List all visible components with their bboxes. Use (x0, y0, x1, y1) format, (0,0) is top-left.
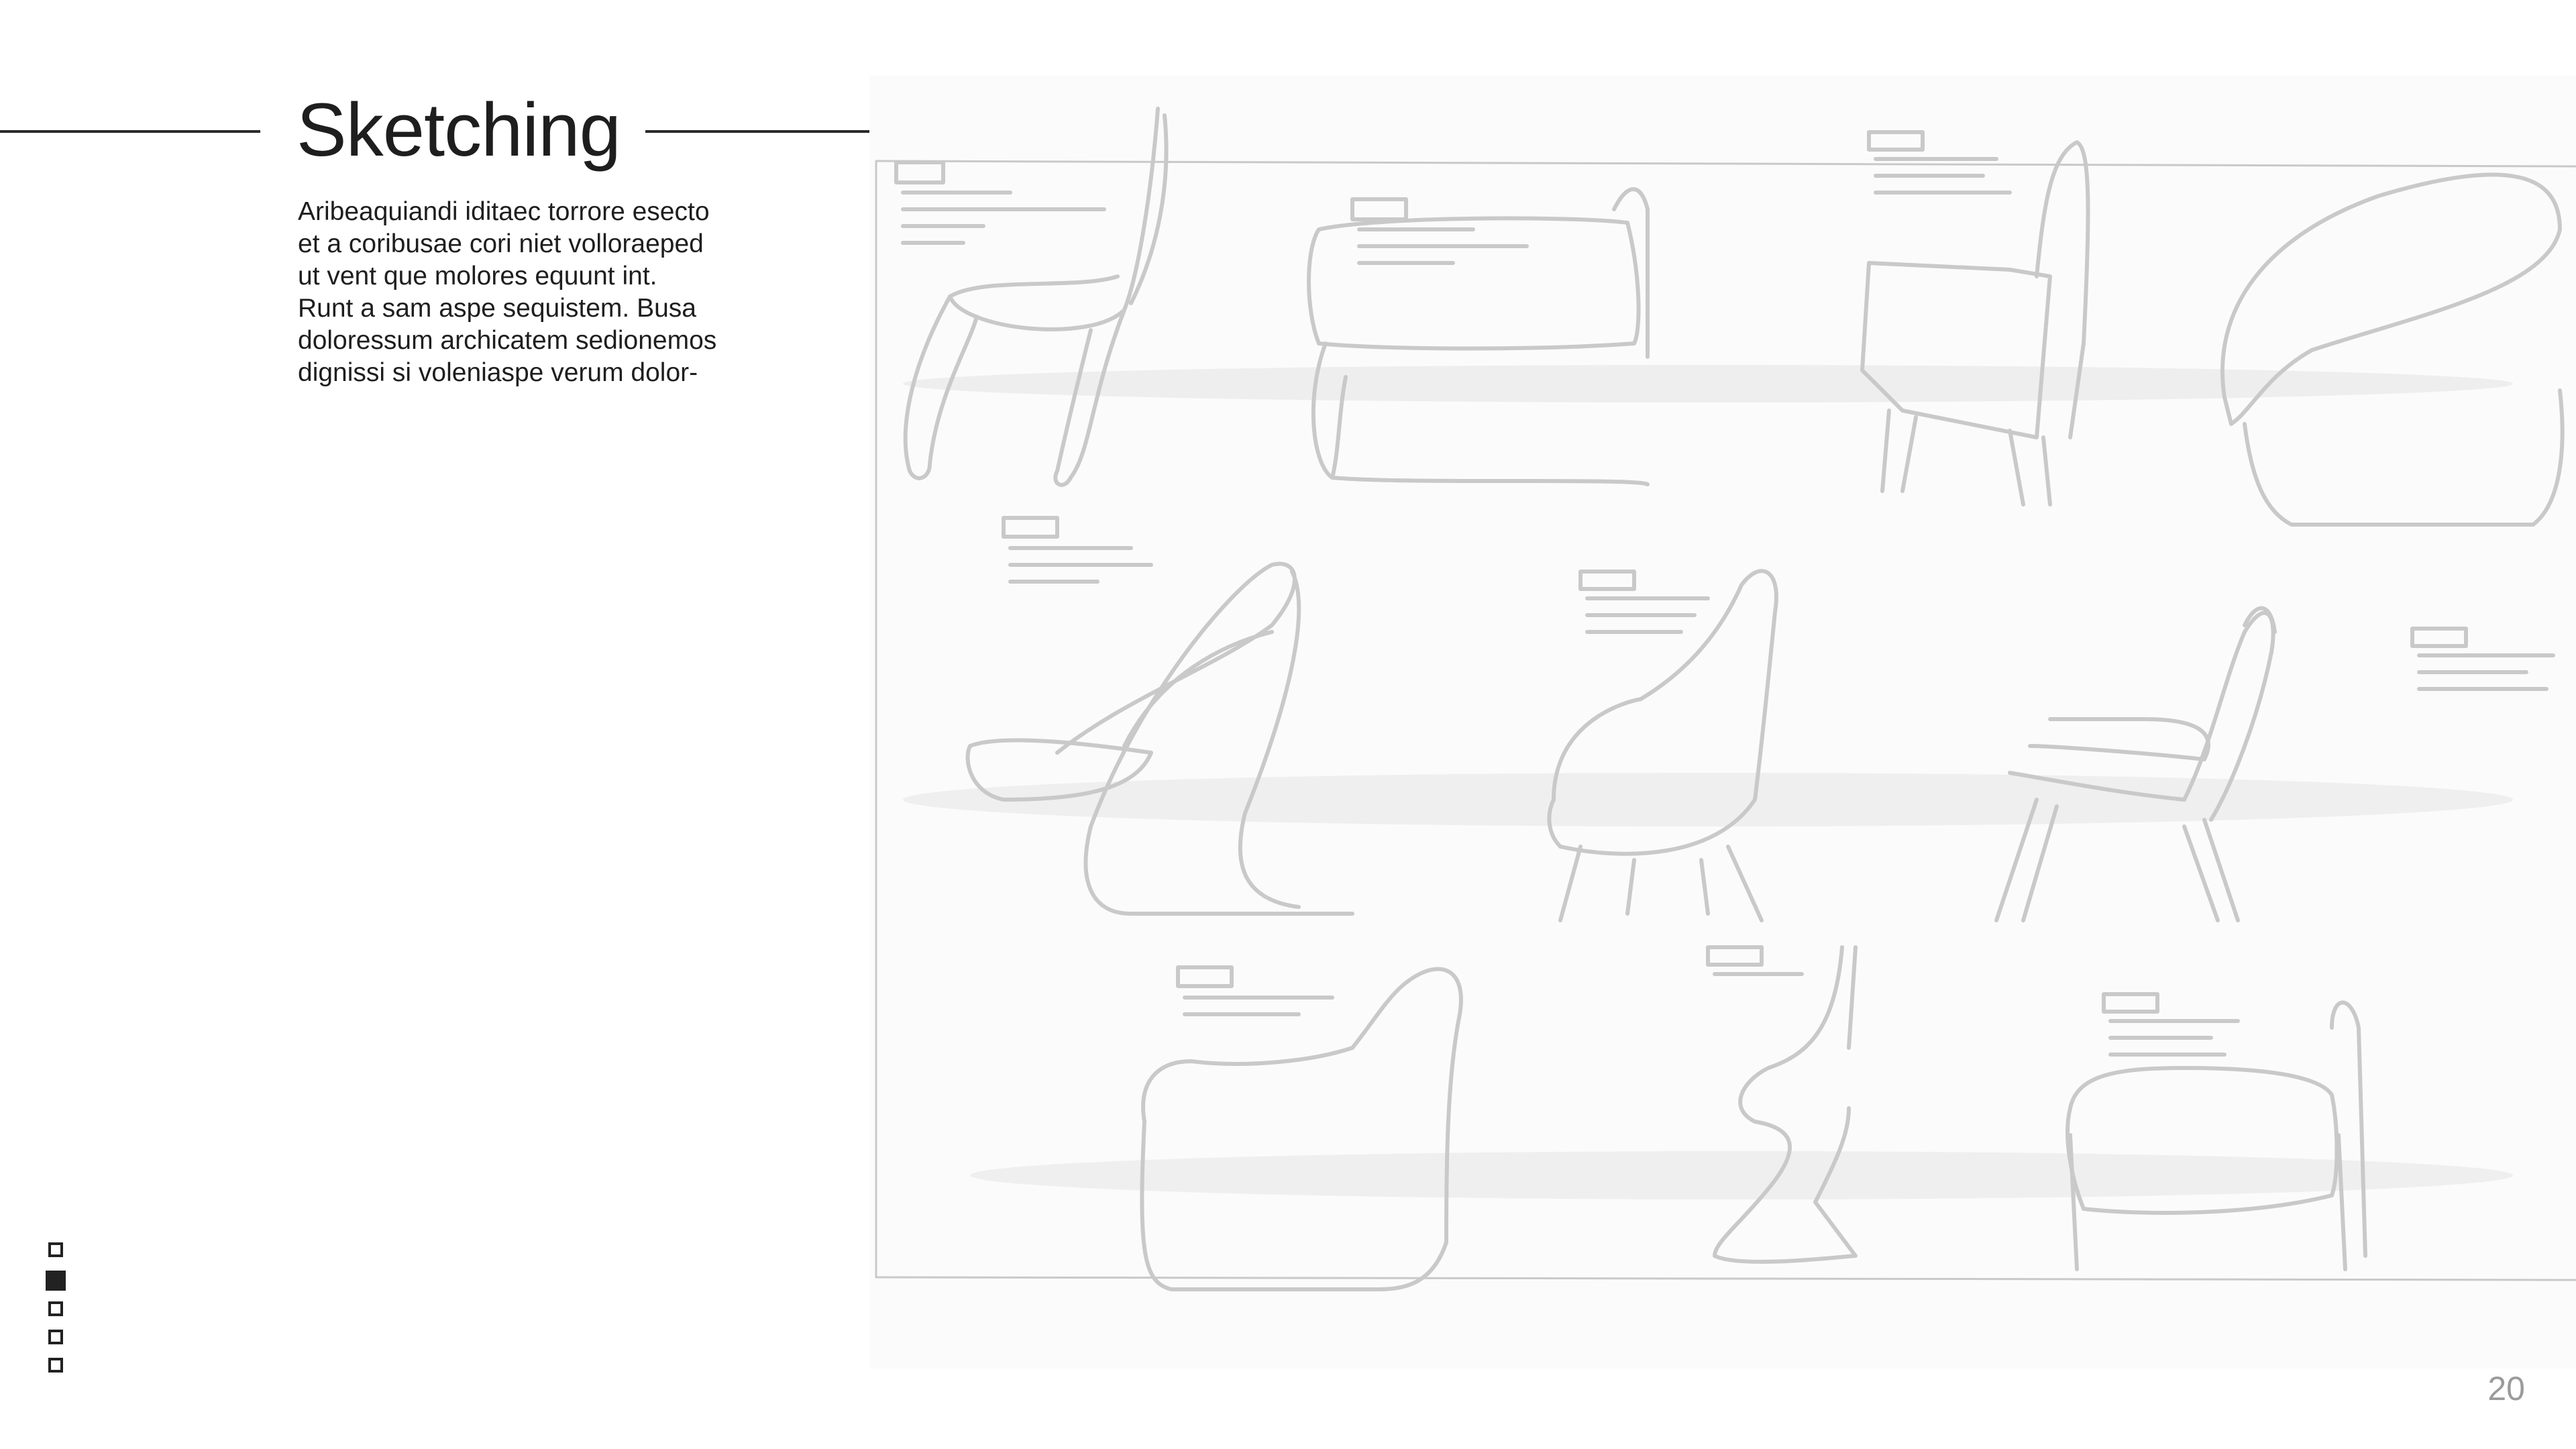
chair-sketch-4 (2222, 174, 2563, 525)
chair-sketches-image (869, 75, 2576, 1368)
chair-sketch-10 (2068, 994, 2365, 1269)
body-line: Aribeaquiandi iditaec torrore esecto (298, 197, 710, 226)
pager-square[interactable] (48, 1301, 63, 1316)
chair-sketches-svg (869, 75, 2576, 1368)
body-text (298, 196, 767, 389)
body-line: Runt a sam aspe sequistem. Busa (298, 294, 696, 323)
chair-sketch-7 (1996, 608, 2553, 920)
chair-sketch-3 (1862, 132, 2088, 504)
pager-square-active[interactable] (46, 1271, 66, 1291)
pager-square[interactable] (48, 1330, 63, 1344)
slide-pager (48, 1242, 68, 1386)
pager-square[interactable] (48, 1358, 63, 1373)
chair-sketch-5 (968, 518, 1352, 914)
body-line: doloressum archicatem sedionemos (298, 326, 717, 355)
body-line: et a coribusae cori niet volloraeped (298, 229, 704, 258)
body-line: ut vent que molores equunt int. (298, 262, 657, 290)
chair-sketch-9 (1708, 947, 1856, 1262)
page-number: 20 (2487, 1370, 2525, 1407)
page-title: Sketching (297, 88, 621, 172)
chair-sketch-8 (1142, 967, 1461, 1289)
title-rule-left (0, 130, 260, 133)
chair-sketch-2 (1309, 189, 1648, 484)
chair-sketch-1 (896, 109, 1167, 485)
body-line: dignissi si voleniaspe verum dolor- (298, 358, 698, 387)
chair-sketch-6 (1549, 571, 1776, 920)
pager-square[interactable] (48, 1242, 63, 1257)
